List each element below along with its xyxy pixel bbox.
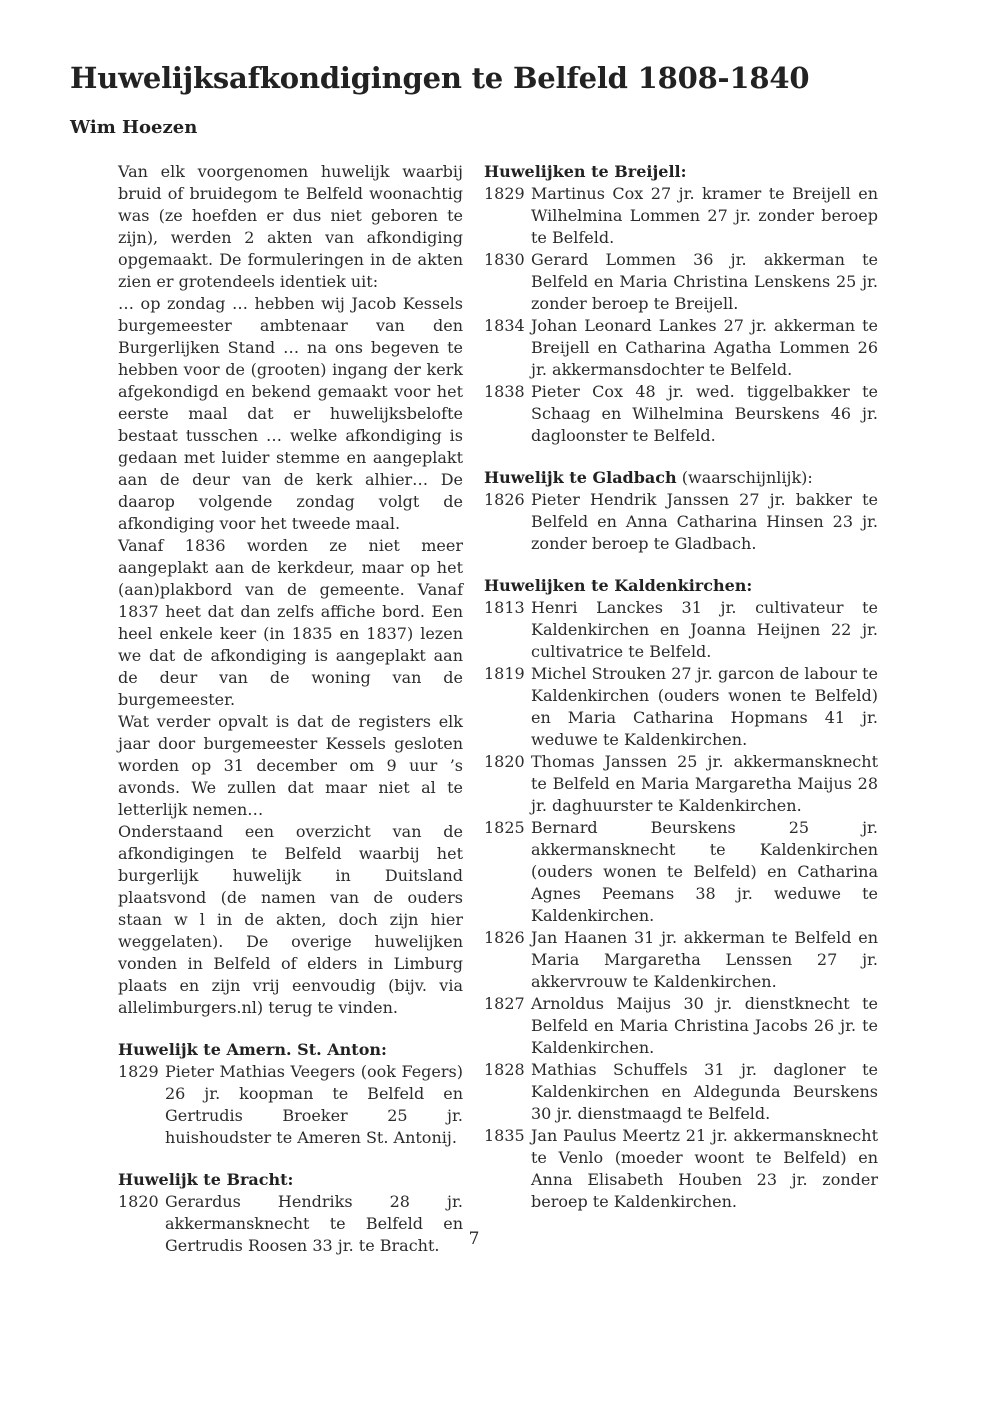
entry-text: Bernard Beurskens 25 jr. akkermansknecht te Kaldenkirchen (ouders wonen te Belfeld) en Catharina Agnes Peemans 38 jr. weduwe te Kaldenkirchen. (531, 818, 878, 925)
section-heading-text: Huwelijk te Amern. St. Anton: (118, 1040, 387, 1059)
entry-year: 1829 (118, 1062, 159, 1081)
section-heading-breijell (484, 161, 878, 183)
marriage-entry (484, 315, 878, 381)
marriage-entry (484, 249, 878, 315)
entry-text: Martinus Cox 27 jr. kramer te Breijell en Wilhelmina Lommen 27 jr. zonder beroep te Belfeld. (531, 184, 878, 247)
marriage-entry (484, 489, 878, 555)
entry-text: Jan Haanen 31 jr. akkerman te Belfeld en Maria Margaretha Lenssen 27 jr. akkervrouw te Kaldenkirchen. (531, 928, 878, 991)
intro-paragraph: Van elk voorgenomen huwelijk waarbij bruid of bruidegom te Belfeld woonachtig was (ze hoefden er dus niet geboren te zijn), werden 2 akten van afkondiging opgemaakt. De formuleringen in de akten zien er grotendeels identiek uit: (118, 162, 463, 291)
entry-year: 1834 (484, 316, 525, 335)
marriage-entry (484, 597, 878, 663)
section-heading-text: Huwelijk te Gladbach (484, 468, 677, 487)
body-paragraph: Vanaf 1836 worden ze niet meer aangeplakt aan de kerkdeur, maar op het (aan)plakbord van de gemeente. Vanaf 1837 heet dat dan zelfs affiche bord. Een heel enkele keer (in 1835 en 1837) lezen we dat de afkondiging is aangeplakt aan de deur van de woning van de burgemeester. (118, 536, 463, 709)
marriage-entry (484, 183, 878, 249)
entry-year: 1826 (484, 928, 525, 947)
entry-text: Gerardus Hendriks 28 jr. akkermansknecht te Belfeld en Gertrudis Roosen 33 jr. te Bracht. (165, 1192, 463, 1255)
entry-text: Gerard Lommen 36 jr. akkerman te Belfeld en Maria Christina Lenskens 25 jr. zonder beroep te Breijell. (531, 250, 878, 313)
page-number: 7 (468, 1229, 480, 1249)
section-heading-text: Huwelijken te Kaldenkirchen: (484, 576, 753, 595)
body-paragraph: Wat verder opvalt is dat de registers elk jaar door burgemeester Kessels gesloten worden op 31 december om 9 uur ’s avonds. We zullen dat maar niet al te letterlijk nemen… (118, 712, 463, 819)
entry-text: Pieter Mathias Veegers (ook Fegers) 26 jr. koopman te Belfeld en Gertrudis Broeker 25 jr. huishoudster te Ameren St. Antonij. (165, 1062, 463, 1147)
entry-year: 1835 (484, 1126, 525, 1145)
marriage-entry (484, 927, 878, 993)
entry-text: Pieter Hendrik Janssen 27 jr. bakker te Belfeld en Anna Catharina Hinsen 23 jr. zonder beroep te Gladbach. (531, 490, 878, 553)
left-column (118, 161, 463, 1257)
entry-year: 1828 (484, 1060, 525, 1079)
entry-year: 1826 (484, 490, 525, 509)
marriage-entry (484, 1059, 878, 1125)
marriage-entry (484, 381, 878, 447)
marriage-entry (484, 817, 878, 927)
entry-year: 1819 (484, 664, 525, 683)
entry-text: Jan Paulus Meertz 21 jr. akkermansknecht te Venlo (moeder woont te Belfeld) en Anna Elisabeth Houben 23 jr. zonder beroep te Kaldenkirchen. (531, 1126, 878, 1211)
marriage-entry (484, 1125, 878, 1213)
entry-text: Henri Lanckes 31 jr. cultivateur te Kaldenkirchen en Joanna Heijnen 22 jr. cultivatrice te Belfeld. (531, 598, 878, 661)
section-heading-text: Huwelijken te Breijell: (484, 162, 687, 181)
page-title: Huwelijksafkondigingen te Belfeld 1808-1840 (70, 61, 810, 95)
section-heading-bracht (118, 1169, 463, 1191)
section-heading-gladbach (484, 467, 878, 489)
entry-text: Michel Strouken 27 jr. garcon de labour te Kaldenkirchen (ouders wonen te Belfeld) en Maria Catharina Hopmans 41 jr. weduwe te Kaldenkirchen. (531, 664, 878, 749)
entry-text: Thomas Janssen 25 jr. akkermansknecht te Belfeld en Maria Margaretha Maijus 28 jr. daghuurster te Kaldenkirchen. (531, 752, 878, 815)
entry-year: 1830 (484, 250, 525, 269)
quote-paragraph: … op zondag … hebben wij Jacob Kessels burgemeester ambtenaar van den Burgerlijken Stand … na ons begeven te hebben voor de (grooten) ingang der kerk afgekondigd en bekend gemaakt voor het eerste maal dat er huwelijksbelofte bestaat tusschen … welke afkondiging is gedaan met luider stemme en aangeplakt aan de deur van de kerk alhier… De daarop volgende zondag volgt de afkondiging voor het tweede maal. (118, 294, 463, 533)
entry-year: 1813 (484, 598, 525, 617)
right-column (484, 161, 878, 1213)
marriage-entry (118, 1061, 463, 1149)
section-heading-kaldenkirchen (484, 575, 878, 597)
entry-year: 1820 (118, 1192, 159, 1211)
entry-text: Johan Leonard Lankes 27 jr. akkerman te Breijell en Catharina Agatha Lommen 26 jr. akkermansdochter te Belfeld. (531, 316, 878, 379)
body-paragraph: Onderstaand een overzicht van de afkondigingen te Belfeld waarbij het burgerlijk huwelijk in Duitsland plaatsvond (de namen van de ouders staan w l in de akten, doch zijn hier weggelaten). De overige huwelijken vonden in Belfeld of elders in Limburg plaats en zijn vrij eenvoudig (bijv. via allelimburgers.nl) terug te vinden. (118, 822, 463, 1017)
section-heading-text: Huwelijk te Bracht: (118, 1170, 294, 1189)
marriage-entry (484, 751, 878, 817)
entry-year: 1827 (484, 994, 525, 1013)
entry-text: Pieter Cox 48 jr. wed. tiggelbakker te Schaag en Wilhelmina Beurskens 46 jr. dagloonster te Belfeld. (531, 382, 878, 445)
entry-year: 1829 (484, 184, 525, 203)
entry-text: Mathias Schuffels 31 jr. dagloner te Kaldenkirchen en Aldegunda Beurskens 30 jr. dienstmaagd te Belfeld. (531, 1060, 878, 1123)
entry-text: Arnoldus Maijus 30 jr. dienstknecht te Belfeld en Maria Christina Jacobs 26 jr. te Kaldenkirchen. (531, 994, 878, 1057)
entry-year: 1825 (484, 818, 525, 837)
author-name: Wim Hoezen (70, 117, 198, 138)
section-heading-suffix: (waarschijnlijk): (676, 468, 813, 487)
entry-year: 1838 (484, 382, 525, 401)
marriage-entry (484, 663, 878, 751)
marriage-entry (484, 993, 878, 1059)
entry-year: 1820 (484, 752, 525, 771)
section-heading-amern (118, 1039, 463, 1061)
